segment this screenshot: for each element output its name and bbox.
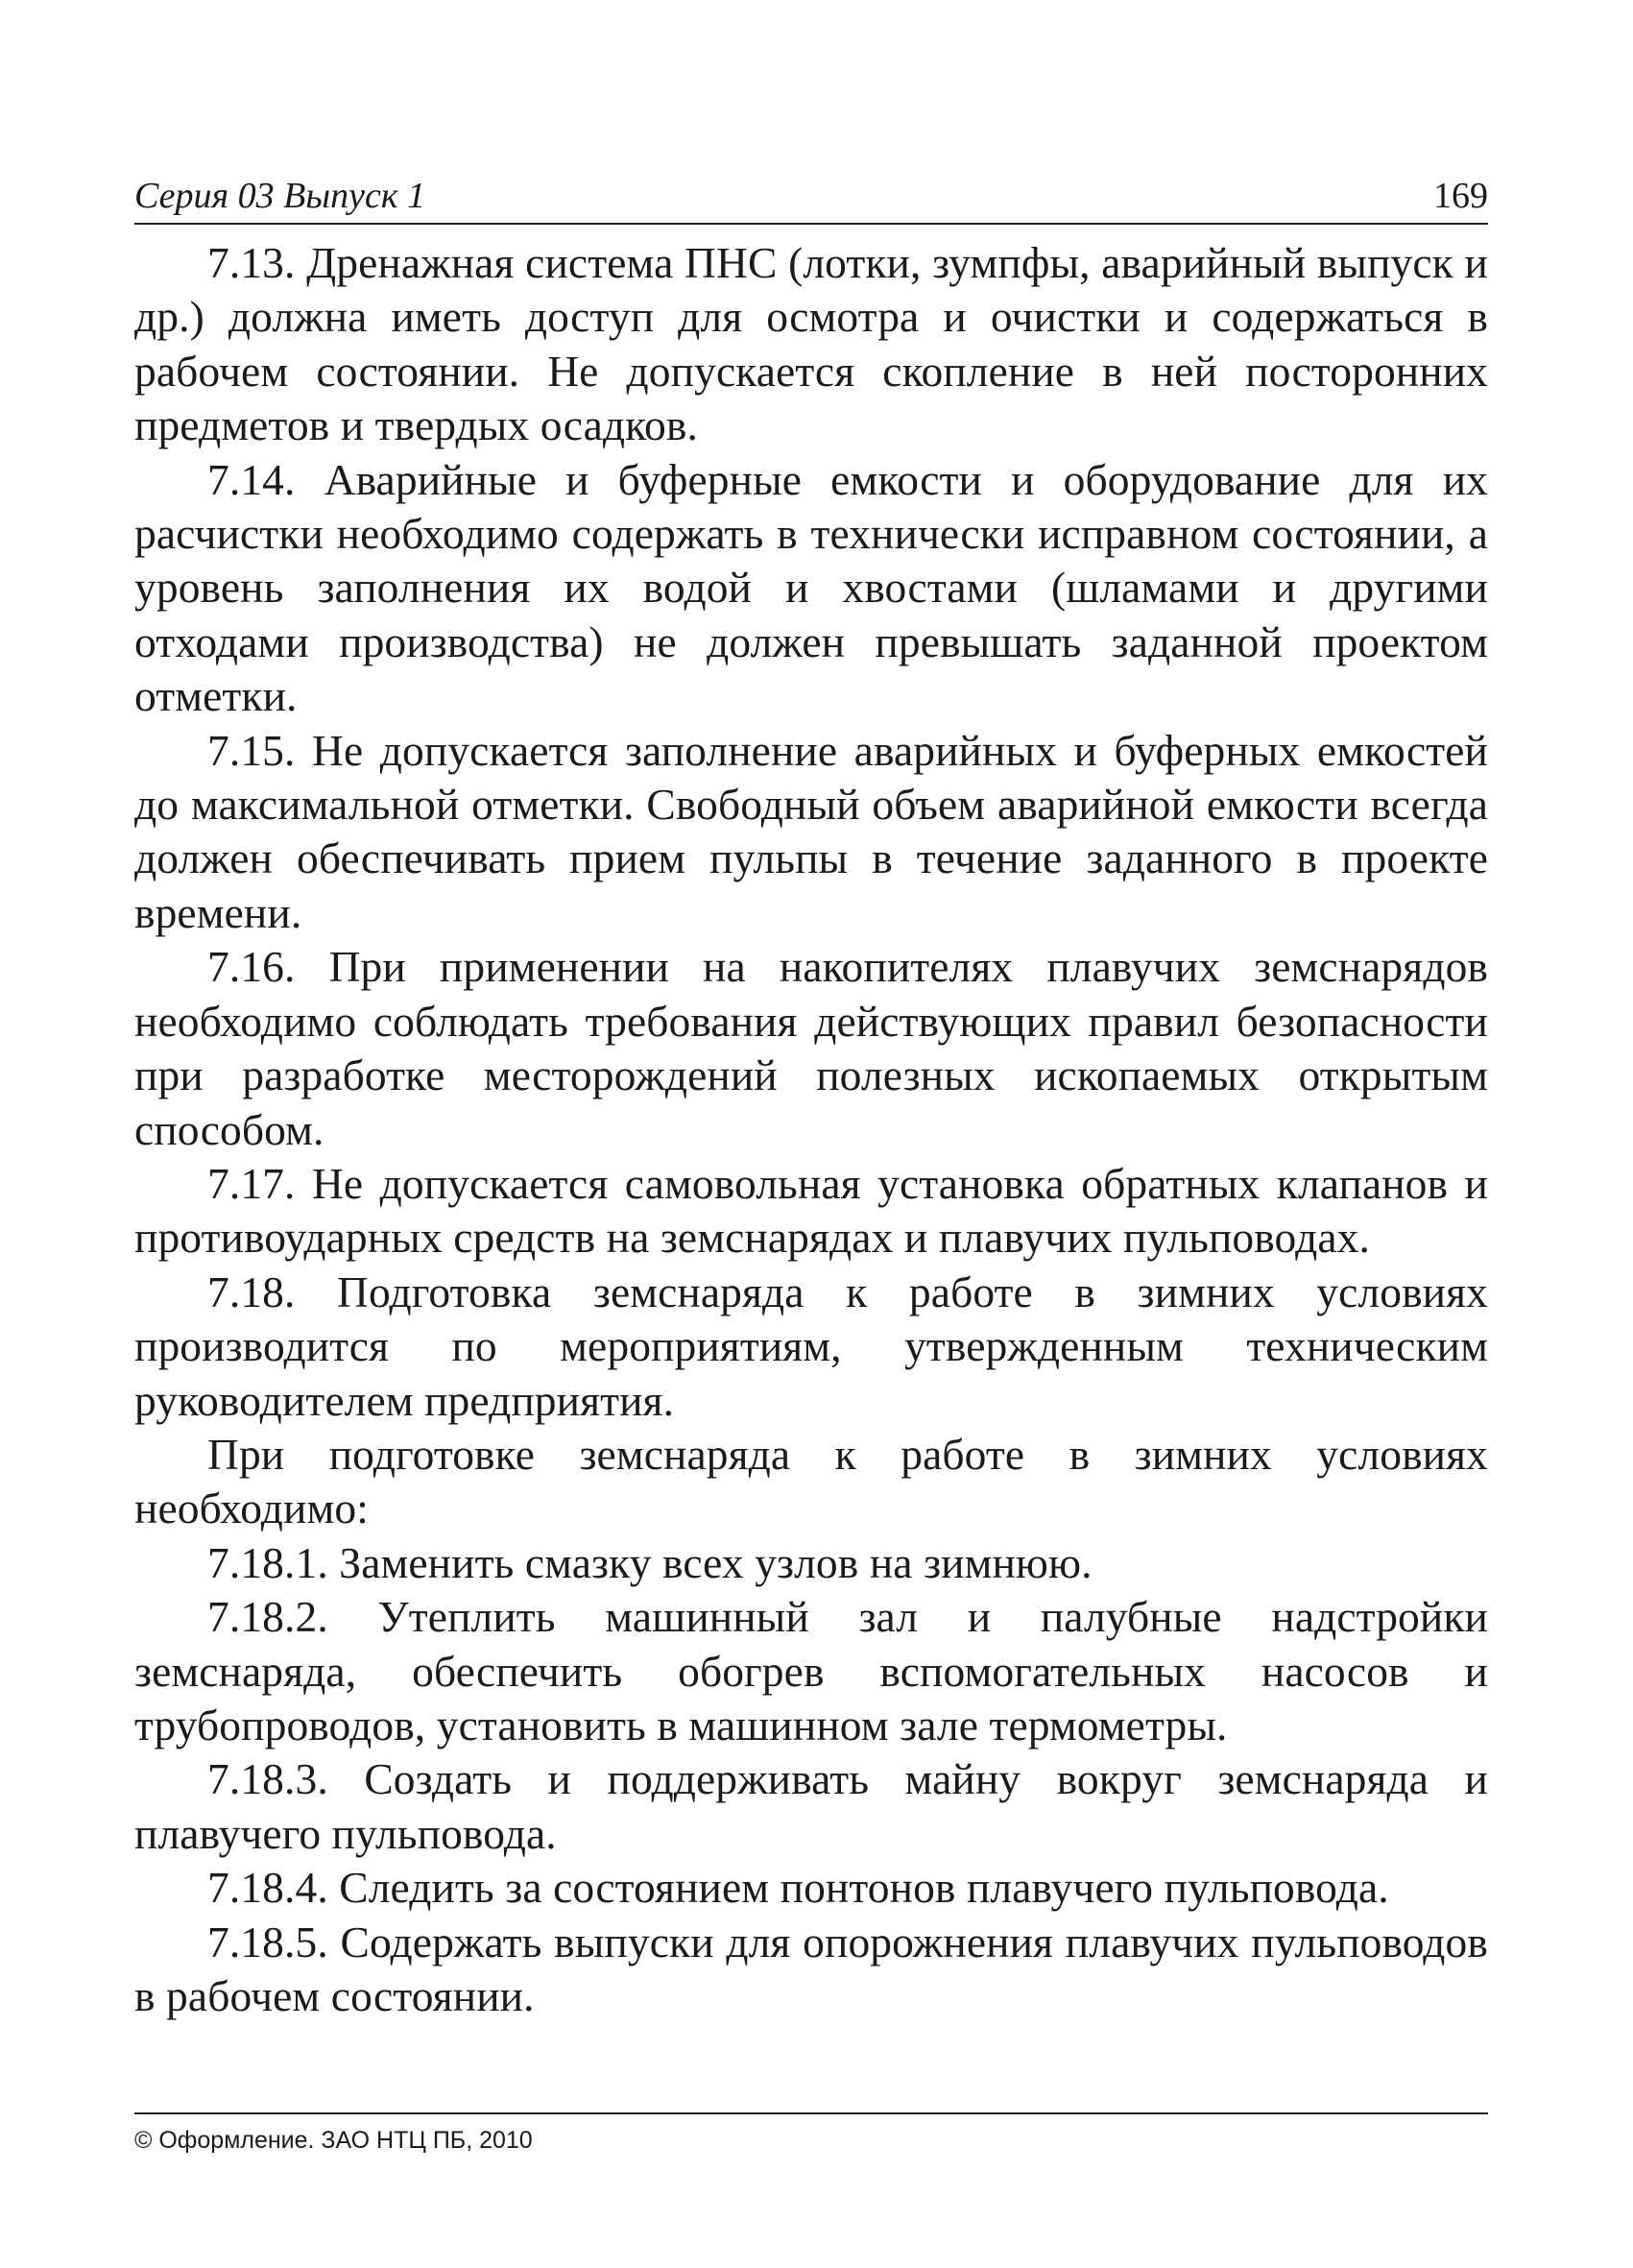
paragraph-winter-intro: При подготовке земснаряда к работе в зимних условиях необходимо: [134,1429,1488,1533]
paragraph-7-18-2: 7.18.2. Утеплить машинный зал и палубные надстройки земснаряда, обеспечить обогрев вспомогательных насосов и трубопроводов, установить в машинном зале термометры. [134,1592,1488,1749]
paragraph-7-18: 7.18. Подготовка земснаряда к работе в зимних условиях производится по мероприятиям, утвержденным техническим руководителем предприятия. [134,1267,1488,1425]
paragraph-7-15: 7.15. Не допускается заполнение аварийных и буферных емкостей до максимальной отметки. Свободный объем аварийной емкости всегда должен обеспечивать прием пульпы в течение заданного в проекте времени. [134,725,1488,937]
page-header [134,171,1488,221]
paragraph-7-17: 7.17. Не допускается самовольная установка обратных клапанов и противоударных средств на земснарядах и плавучих пульповодах. [134,1158,1488,1263]
paragraph-7-18-3: 7.18.3. Создать и поддерживать майну вокруг земснаряда и плавучего пульповода. [134,1754,1488,1858]
footer-divider [134,2112,1488,2114]
document-body [134,236,1488,2023]
paragraph-7-13: 7.13. Дренажная система ПНС (лотки, зумпфы, аварийный выпуск и др.) должна иметь доступ для осмотра и очистки и содержаться в рабочем состоянии. Не допускается скопление в ней посторонних предметов и твердых осадков. [134,238,1488,450]
series-title: Серия 03 Выпуск 1 [134,176,426,216]
copyright-notice: © Оформление. ЗАО НТЦ ПБ, 2010 [134,2127,533,2154]
paragraph-7-18-4: 7.18.4. Следить за состоянием понтонов плавучего пульповода. [207,1863,1389,1913]
page-number: 169 [1433,176,1488,216]
paragraph-7-16: 7.16. При применении на накопителях плавучих земснарядов необходимо соблюдать требования действующих правил безопасности при разработке месторождений полезных ископаемых открытым способом. [134,942,1488,1154]
header-divider [134,223,1488,225]
paragraph-7-18-5: 7.18.5. Содержать выпуски для опорожнения плавучих пульповодов в рабочем состоянии. [134,1917,1488,2020]
paragraph-7-14: 7.14. Аварийные и буферные емкости и оборудование для их расчистки необходимо содержать в технически исправном состоянии, а уровень заполнения их водой и хвостами (шламами и другими отходами производства) не должен превышать заданной проектом отметки. [134,454,1488,721]
paragraph-7-18-1: 7.18.1. Заменить смазку всех узлов на зимнюю. [207,1537,1093,1587]
